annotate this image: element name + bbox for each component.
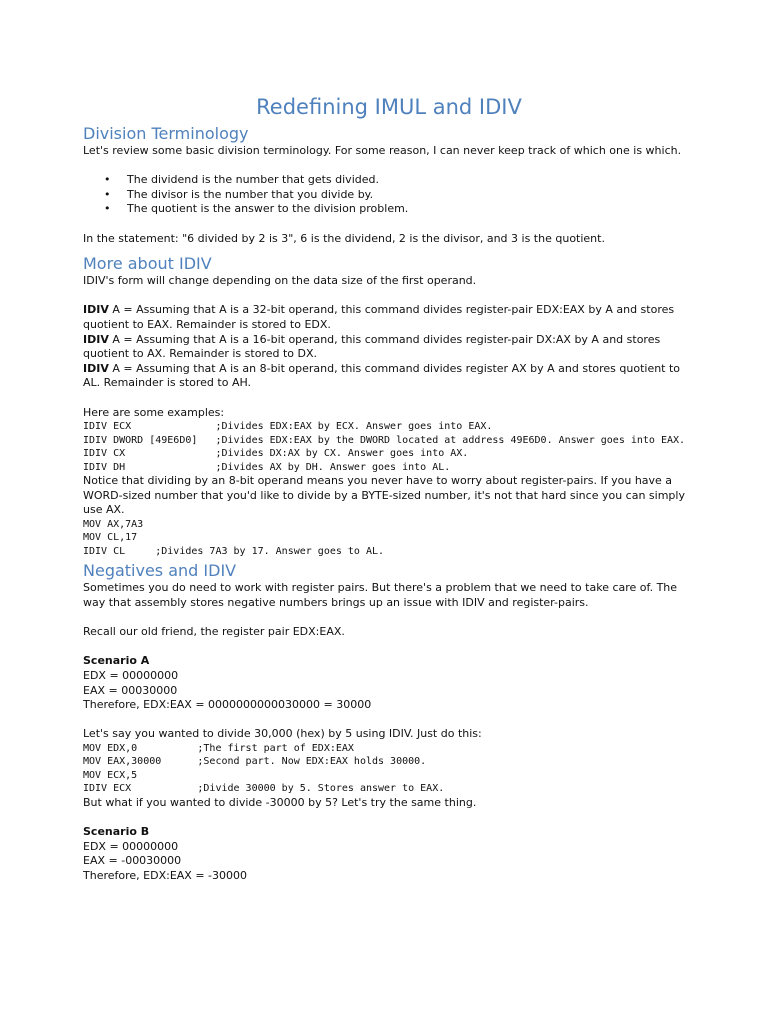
list-item: • The divisor is the number that you divide by. [104,187,374,201]
scenario-b-line: EDX = 00000000 [83,839,179,853]
scenario-a-line: Therefore, EDX:EAX = 0000000000030000 = 30000 [83,698,372,712]
section-heading-division: Division Terminology [83,124,249,143]
scenario-b-line: Therefore, EDX:EAX = -30000 [83,868,247,882]
code-line: IDIV ECX ;Divides EDX:EAX by ECX. Answer goes into EAX. [83,421,493,433]
page-title: Redefining IMUL and IDIV [256,95,522,119]
code-line: MOV CL,17 [83,532,138,544]
section-heading-negatives: Negatives and IDIV [83,561,237,581]
but-what-paragraph: But what if you wanted to divide -30000 by 5? Let's try the same thing. [83,795,477,809]
scenario-a-label: Scenario A [83,654,150,668]
code-line: MOV ECX,5 [83,769,138,781]
idiv-form-32bit: IDIV A = Assuming that A is a 32-bit operand, this command divides register-pair EDX:EAX by A and stores quotient to EAX. Remainder is stored to EDX. [83,303,675,331]
code-line: IDIV CX ;Divides DX:AX by CX. Answer goes into AX. [83,448,469,460]
negatives-intro: Sometimes you do need to work with register pairs. But there's a problem that we need to take care of. The way that assembly stores negative numbers brings up an issue with IDIV and register-pairs. [83,581,678,609]
list-item: • The quotient is the answer to the division problem. [104,202,409,216]
idiv-form-16bit: IDIV A = Assuming that A is a 16-bit operand, this command divides register-pair DX:AX by A and stores quotient to AX. Remainder is stored to DX. [83,332,661,361]
idiv-intro: IDIV's form will change depending on the data size of the first operand. [83,274,477,288]
code-line: IDIV CL ;Divides 7A3 by 17. Answer goes to AL. [83,545,385,557]
bullet-icon: • [104,173,111,187]
section-heading-idiv: More about IDIV [83,254,212,274]
code-line: MOV EDX,0 ;The first part of EDX:EAX [83,742,354,754]
document-page [83,92,695,883]
code-line: IDIV DWORD [49E6D0] ;Divides EDX:EAX by the DWORD located at address 49E6D0. Answer goes into EAX. [83,434,686,446]
examples-intro: Here are some examples: [83,405,225,419]
scenario-b-label: Scenario B [83,825,150,839]
scenario-a-line: EAX = 00030000 [83,683,178,697]
list-item: • The dividend is the number that gets divided. [104,173,379,187]
scenario-a-line: EDX = 00000000 [83,668,179,682]
scenario-b-line: EAX = -00030000 [83,854,182,868]
code-line: MOV AX,7A3 [83,518,144,530]
code-line: MOV EAX,30000 ;Second part. Now EDX:EAX holds 30000. [83,756,427,768]
notice-paragraph: Notice that dividing by an 8-bit operand means you never have to worry about register-pairs. If you have a WORD-sized number that you'd like to divide by a BYTE-sized number, it's not that hard since you can simply use AX. [83,474,685,517]
bullet-icon: • [104,187,111,201]
idiv-form-8bit: IDIV A = Assuming that A is an 8-bit operand, this command divides register AX by A and stores quotient to AL. Remainder is stored to AH. [83,361,681,390]
divide-intro: Let's say you wanted to divide 30,000 (hex) by 5 using IDIV. Just do this: [83,727,482,741]
definition-list [83,173,695,217]
code-line: IDIV DH ;Divides AX by DH. Answer goes into AL. [83,461,451,473]
division-intro: Let's review some basic division terminology. For some reason, I can never keep track of which one is which. [83,144,682,157]
bullet-icon: • [104,202,111,216]
recall-paragraph: Recall our old friend, the register pair EDX:EAX. [83,625,345,639]
code-line: IDIV ECX ;Divide 30000 by 5. Stores answer to EAX. [83,783,445,795]
division-statement: In the statement: "6 divided by 2 is 3", 6 is the dividend, 2 is the divisor, and 3 is the quotient. [83,231,605,245]
